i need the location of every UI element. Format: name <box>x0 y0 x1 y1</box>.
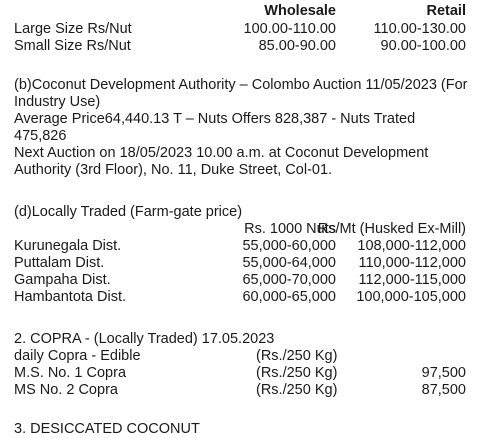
district-mt-price: 100,000-105,000 <box>356 289 466 305</box>
copra-price: 87,500 <box>421 382 466 398</box>
district-mt-price: 112,000-115,000 <box>358 272 466 288</box>
district-mt-price: 108,000-112,000 <box>357 238 466 254</box>
district-nuts-price: 55,000-60,000 <box>242 238 336 254</box>
district-nuts-price: 55,000-64,000 <box>242 255 336 271</box>
district-nuts-price: 60,000-65,000 <box>242 289 336 305</box>
auction-title: (b)Coconut Development Authority – Colombo Auction 11/05/2023 (For <box>14 77 468 93</box>
farmgate-col2-header: Rs/Mt (Husked Ex-Mill) <box>317 221 466 237</box>
price-row-retail: 110.00-130.00 <box>373 21 466 37</box>
copra-label: MS No. 2 Copra <box>14 382 118 398</box>
retail-header: Retail <box>426 3 466 19</box>
average-price-cont: 475,826 <box>14 128 67 144</box>
copra-label: daily Copra - Edible <box>14 348 141 364</box>
district-label: Gampaha Dist. <box>14 272 111 288</box>
district-mt-price: 110,000-112,000 <box>358 255 466 271</box>
district-label: Kurunegala Dist. <box>14 238 122 254</box>
copra-label: M.S. No. 1 Copra <box>14 365 127 381</box>
copra-unit: (Rs./250 Kg) <box>256 365 338 381</box>
price-row-label: Large Size Rs/Nut <box>14 21 132 37</box>
farmgate-col1-header: Rs. 1000 Nuts <box>244 221 336 237</box>
district-label: Puttalam Dist. <box>14 255 105 271</box>
average-price: Average Price64,440.13 T – Nuts Offers 828,387 - Nuts Trated <box>14 111 416 127</box>
copra-title: 2. COPRA - (Locally Traded) 17.05.2023 <box>14 331 275 347</box>
copra-unit: (Rs./250 Kg) <box>256 348 338 364</box>
price-row-wholesale: 85.00-90.00 <box>258 38 336 54</box>
next-auction: Next Auction on 18/05/2023 10.00 a.m. at Coconut Development <box>14 145 429 161</box>
district-label: Hambantota Dist. <box>14 289 127 305</box>
copra-unit: (Rs./250 Kg) <box>256 382 338 398</box>
price-row-label: Small Size Rs/Nut <box>14 38 131 54</box>
wholesale-header: Wholesale <box>264 3 336 19</box>
auction-title-cont: Industry Use) <box>14 94 101 110</box>
price-row-wholesale: 100.00-110.00 <box>243 21 336 37</box>
district-nuts-price: 65,000-70,000 <box>242 272 336 288</box>
price-row-retail: 90.00-100.00 <box>380 38 466 54</box>
farmgate-title: (d)Locally Traded (Farm-gate price) <box>14 204 243 220</box>
desiccated-title: 3. DESICCATED COCONUT <box>14 421 200 437</box>
copra-price: 97,500 <box>421 365 466 381</box>
next-auction-cont: Authority (3rd Floor), No. 11, Duke Street, Col-01. <box>14 162 333 178</box>
